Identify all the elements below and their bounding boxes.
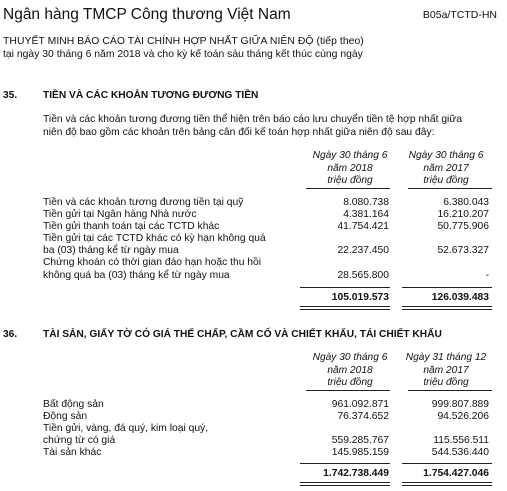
table-cell-value: 961.092.871 <box>331 399 389 410</box>
table-row-label: Tiền và các khoản tương đương tiền tại quỹ <box>43 197 244 208</box>
subtotal-rule <box>300 287 390 288</box>
table-cell-value: 145.985.159 <box>331 447 389 458</box>
total-double-rule <box>402 482 492 486</box>
column-header-line: năm 2018 <box>327 364 373 376</box>
column-header-line: Ngày 30 tháng 6 <box>312 150 388 161</box>
column-underline <box>408 188 492 189</box>
table-row-label: Tiền gửi tại các TCTD khác có kỳ hạn không quá <box>43 233 266 244</box>
table-row-label: Tiền gửi, vàng, đá quý, kim loại quý, <box>43 423 209 434</box>
bank-name: Ngân hàng TMCP Công thương Việt Nam <box>3 6 291 23</box>
table-cell-value: 4.381.164 <box>343 209 389 220</box>
section-35-column-header-2017 <box>396 150 496 188</box>
section-36-total-2018: 1.742.738.449 <box>323 468 389 479</box>
table-cell-value: 999.807.889 <box>431 399 489 410</box>
report-period: tại ngày 30 tháng 6 năm 2018 và cho kỳ kế toán sáu tháng kết thúc cùng ngày <box>3 49 363 60</box>
section-36-total-2017: 1.754.427.046 <box>423 468 489 479</box>
form-code: B05a/TCTD-HN <box>422 9 497 21</box>
table-cell-value: 16.210.207 <box>437 209 489 220</box>
column-header-line: triệu đồng <box>423 377 469 388</box>
section-35-intro-line2: niên độ bao gồm các khoản trên bảng cân đối kế toán hợp nhất giữa niên độ sau đây: <box>43 127 435 138</box>
total-double-rule <box>402 306 492 310</box>
column-header-line: triệu đồng <box>327 175 373 186</box>
subtotal-rule <box>300 463 390 464</box>
column-header-line: Ngày 31 tháng 12 <box>405 352 487 363</box>
column-header-line: Ngày 30 tháng 6 <box>312 352 388 363</box>
subtotal-rule <box>402 287 492 288</box>
section-35-total-2017: 126.039.483 <box>431 292 489 303</box>
column-header-line: triệu đồng <box>327 377 373 388</box>
column-underline <box>408 390 492 391</box>
table-row-label: Tài sản khác <box>43 447 102 458</box>
table-cell-value: 41.754.421 <box>337 221 389 232</box>
section-35-total-2018: 105.019.573 <box>331 292 389 303</box>
section-35-column-header-2018 <box>300 150 400 188</box>
section-36-column-header-2018 <box>300 352 400 390</box>
table-cell-value: 8.080.738 <box>343 197 389 208</box>
total-double-rule <box>300 482 390 486</box>
column-header-line: năm 2017 <box>423 162 469 174</box>
column-header-line: triệu đồng <box>423 175 469 186</box>
table-row-label: ba (03) tháng kể từ ngày mua <box>43 245 179 256</box>
section-36-title: TÀI SẢN, GIẤY TỜ CÓ GIÁ THẾ CHẤP, CẦM CỐ VÀ CHIẾT KHẤU, TÁI CHIẾT KHẤU <box>43 329 442 340</box>
subtotal-rule <box>402 463 492 464</box>
column-header-line: năm 2017 <box>423 364 469 376</box>
table-cell-value: 76.374.652 <box>337 411 389 422</box>
column-header-line: năm 2018 <box>327 162 373 174</box>
table-cell-value: - <box>485 270 489 281</box>
section-35-title: TIỀN VÀ CÁC KHOẢN TƯƠNG ĐƯƠNG TIỀN <box>43 90 259 101</box>
section-36-column-header-2017 <box>396 352 496 390</box>
column-header-line: Ngày 30 tháng 6 <box>408 150 484 161</box>
table-row-label: Chứng khoán có thời gian đáo hạn hoặc thu hồi <box>43 257 262 268</box>
table-cell-value: 6.380.043 <box>443 197 489 208</box>
table-row-label: Động sản <box>43 411 88 422</box>
table-cell-value: 50.775.906 <box>437 221 489 232</box>
table-row-label: chứng từ có giá <box>43 435 116 446</box>
table-cell-value: 94.526.206 <box>437 411 489 422</box>
table-row-label: Tiền gửi tại Ngân hàng Nhà nước <box>43 209 197 220</box>
section-35-intro-line1: Tiền và các khoản tương đương tiền thể hiện trên báo cáo lưu chuyển tiền tệ hợp nhất giữa <box>43 114 462 125</box>
table-cell-value: 22.237.450 <box>337 245 389 256</box>
column-underline <box>306 390 390 391</box>
section-36-number: 36. <box>3 329 18 340</box>
table-cell-value: 52.673.327 <box>437 245 489 256</box>
section-35-number: 35. <box>3 90 18 101</box>
table-cell-value: 544.536.440 <box>431 447 489 458</box>
table-row-label: không quá ba (03) tháng kể từ ngày mua <box>43 270 230 281</box>
table-cell-value: 559.285.767 <box>331 435 389 446</box>
table-cell-value: 28.565.800 <box>337 270 389 281</box>
report-title: THUYẾT MINH BÁO CÁO TÀI CHÍNH HỢP NHẤT GIỮA NIÊN ĐỘ (tiếp theo) <box>3 36 364 47</box>
table-cell-value: 115.556.511 <box>433 435 489 446</box>
column-underline <box>306 188 390 189</box>
total-double-rule <box>300 306 390 310</box>
table-row-label: Tiền gửi thanh toán tại các TCTD khác <box>43 221 220 232</box>
table-row-label: Bất động sản <box>43 399 104 410</box>
